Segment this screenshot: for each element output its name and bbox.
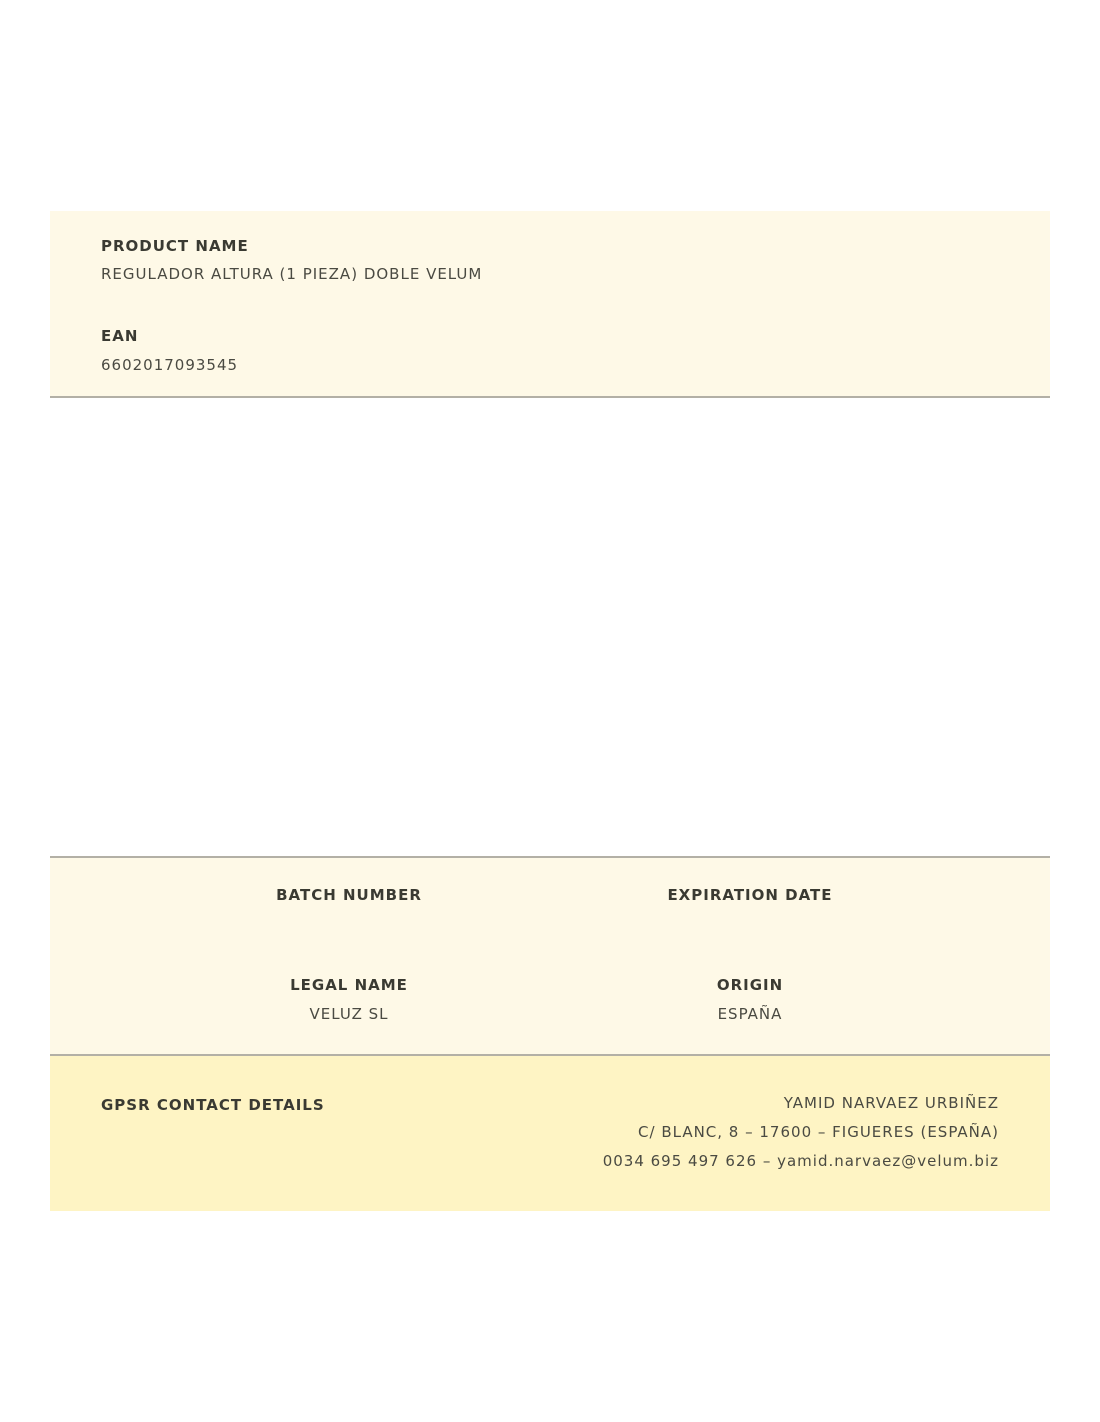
gpsr-label: GPSR CONTACT DETAILS bbox=[101, 1096, 325, 1114]
gpsr-contact-panel bbox=[50, 1056, 1050, 1211]
product-name-value: REGULADOR ALTURA (1 PIEZA) DOBLE VELUM bbox=[101, 265, 483, 283]
contact-address: C/ BLANC, 8 – 17600 – FIGUERES (ESPAÑA) bbox=[638, 1123, 999, 1141]
legal-name-field bbox=[199, 976, 499, 1023]
contact-name: YAMID NARVAEZ URBIÑEZ bbox=[783, 1094, 999, 1112]
batch-details-panel bbox=[50, 856, 1050, 1056]
ean-value: 6602017093545 bbox=[101, 356, 239, 374]
product-name-label: PRODUCT NAME bbox=[101, 237, 249, 255]
product-info-panel bbox=[50, 211, 1050, 398]
gpsr-contact-block bbox=[603, 1094, 999, 1181]
contact-phone-email: 0034 695 497 626 – yamid.narvaez@velum.biz bbox=[602, 1152, 999, 1170]
origin-value: ESPAÑA bbox=[717, 1005, 783, 1023]
legal-name-label: LEGAL NAME bbox=[290, 976, 408, 994]
origin-field bbox=[600, 976, 900, 1023]
batch-number-field bbox=[199, 886, 499, 916]
origin-label: ORIGIN bbox=[716, 976, 784, 994]
legal-name-value: VELUZ SL bbox=[309, 1005, 389, 1023]
batch-number-label: BATCH NUMBER bbox=[276, 886, 422, 904]
ean-label: EAN bbox=[101, 327, 139, 345]
expiration-date-label: EXPIRATION DATE bbox=[667, 886, 833, 904]
expiration-date-field bbox=[600, 886, 900, 916]
